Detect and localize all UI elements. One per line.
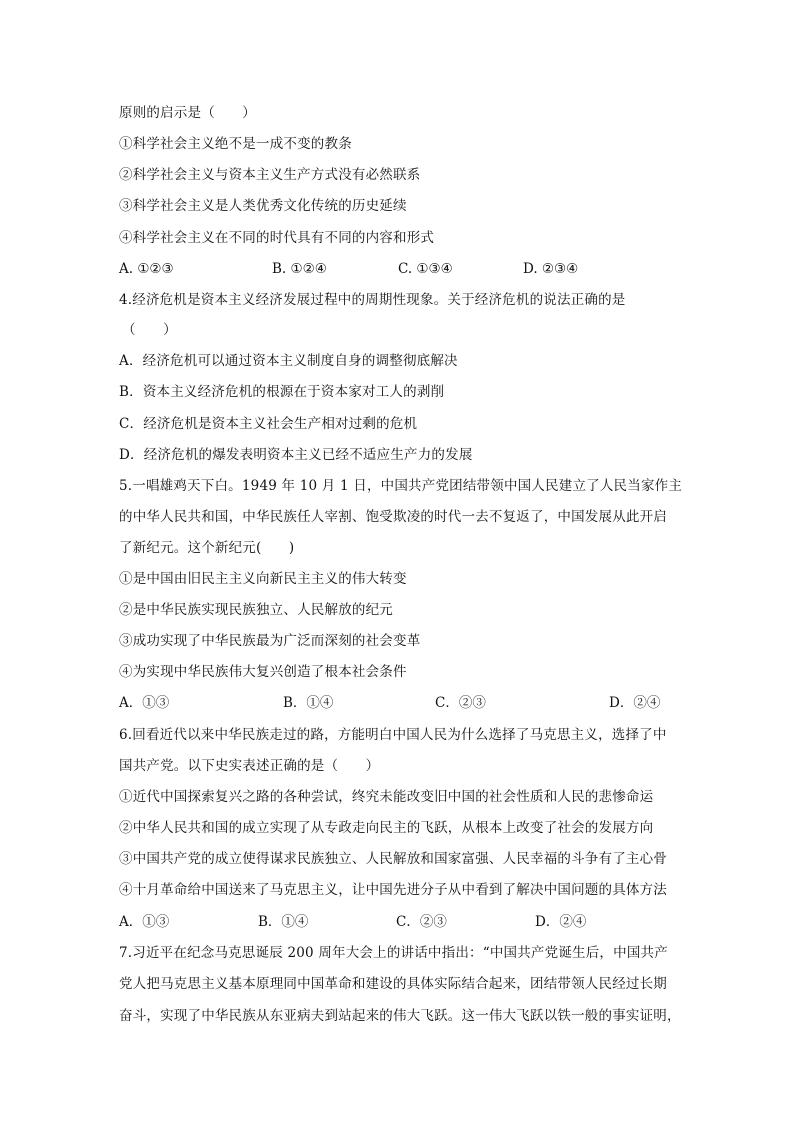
q5-stem-line-2: 的中华人民共和国，中华民族任人宰割、饱受欺凌的时代一去不复返了，中国发展从此开启 <box>119 509 667 525</box>
q5-stem-line-3: 了新纪元。这个新纪元( ) <box>119 540 295 556</box>
q3-statement-3: ③科学社会主义是人类优秀文化传统的历史延续 <box>119 198 407 214</box>
q5-statement-4: ④为实现中华民族伟大复兴创造了根本社会条件 <box>119 664 407 680</box>
q7-stem-line-2: 党人把马克思主义基本原理同中国革命和建设的具体实际结合起来，团结带领人民经过长期 <box>119 976 667 992</box>
q6-stem-line-2: 国共产党。以下史实表述正确的是（ ） <box>119 758 380 774</box>
q3-option-b: B. ①②④ <box>272 261 327 277</box>
q5-option-b: B．①④ <box>283 695 334 711</box>
q6-option-b: B．①④ <box>258 914 309 930</box>
q4-option-a: A．经济危机可以通过资本主义制度自身的调整彻底解决 <box>119 353 458 369</box>
q5-statement-1: ①是中国由旧民主主义向新民主主义的伟大转变 <box>119 571 407 587</box>
q4-option-b: B．资本主义经济危机的根源在于资本家对工人的剥削 <box>119 384 445 400</box>
q6-option-c: C．②③ <box>396 914 447 930</box>
q7-stem-line-1: 7.习近平在纪念马克思诞辰 200 周年大会上的讲话中指出：“中国共产党诞生后，中国共产 <box>119 945 668 961</box>
q3-statement-1: ①科学社会主义绝不是一成不变的教条 <box>119 136 352 152</box>
q3-option-a: A. ①②③ <box>119 261 174 277</box>
q7-stem-line-3: 奋斗，实现了中华民族从东亚病夫到站起来的伟大飞跃。这一伟大飞跃以铁一般的事实证明， <box>119 1008 681 1024</box>
q3-option-d: D. ②③④ <box>523 261 579 277</box>
q6-stem-line-1: 6.回看近代以来中华民族走过的路，方能明白中国人民为什么选择了马克思主义，选择了中 <box>119 727 667 743</box>
q5-statement-2: ②是中华民族实现民族独立、人民解放的纪元 <box>119 602 393 618</box>
q5-option-a: A．①③ <box>119 695 170 711</box>
q6-option-a: A．①③ <box>119 914 170 930</box>
q6-statement-3: ③中国共产党的成立使得谋求民族独立、人民解放和国家富强、人民幸福的斗争有了主心骨 <box>119 851 667 867</box>
q4-stem-line-2: （ ） <box>122 322 177 338</box>
q5-statement-3: ③成功实现了中华民族最为广泛而深刻的社会变革 <box>119 633 421 649</box>
q5-option-c: C．②③ <box>435 695 486 711</box>
q6-option-d: D．②④ <box>535 914 587 930</box>
q5-option-d: D．②④ <box>609 695 661 711</box>
q3-statement-4: ④科学社会主义在不同的时代具有不同的内容和形式 <box>119 230 435 246</box>
q6-statement-1: ①近代中国探索复兴之路的各种尝试，终究未能改变旧中国的社会性质和人民的悲惨命运 <box>119 789 654 805</box>
q6-statement-2: ②中华人民共和国的成立实现了从专政走向民主的飞跃，从根本上改变了社会的发展方向 <box>119 820 654 836</box>
q3-option-c: C. ①③④ <box>398 261 453 277</box>
q4-option-c: C．经济危机是资本主义社会生产相对过剩的危机 <box>119 416 418 432</box>
q4-option-d: D．经济危机的爆发表明资本主义已经不适应生产力的发展 <box>119 447 473 463</box>
q4-stem-line-1: 4.经济危机是资本主义经济发展过程中的周期性现象。关于经济危机的说法正确的是 <box>119 292 626 308</box>
q5-stem-line-1: 5.一唱雄鸡天下白。1949 年 10 月 1 日，中国共产党团结带领中国人民建立了人民当家作主 <box>119 478 683 494</box>
q3-stem-tail: 原则的启示是（ ） <box>119 105 256 121</box>
q6-statement-4: ④十月革命给中国送来了马克思主义，让中国先进分子从中看到了解决中国问题的具体方法 <box>119 882 667 898</box>
q3-statement-2: ②科学社会主义与资本主义生产方式没有必然联系 <box>119 167 421 183</box>
